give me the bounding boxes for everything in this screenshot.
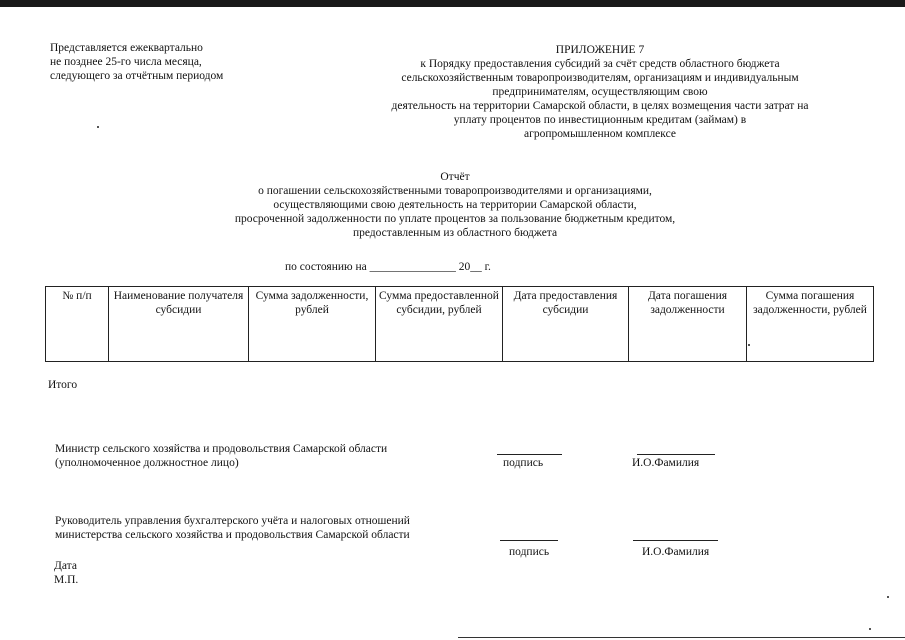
col-header-subsidy-amount: Сумма предоставленной субсидии, рублей xyxy=(376,287,503,362)
name-caption: И.О.Фамилия xyxy=(642,546,710,558)
signature-caption: подпись xyxy=(509,546,550,558)
appendix-line: сельскохозяйственным товаропроизводителям, организациям и индивидуальным xyxy=(401,72,799,84)
appendix-line: деятельность на территории Самарской области, в целях возмещения части затрат на xyxy=(391,100,809,112)
appendix-line: к Порядку предоставления субсидий за счёт средств областного бюджета xyxy=(420,58,780,70)
submission-note-line: следующего за отчётным периодом xyxy=(50,70,224,82)
scan-top-border xyxy=(0,0,905,7)
col-header-debt-amount: Сумма задолженности, рублей xyxy=(249,287,376,362)
report-title xyxy=(150,170,760,240)
name-caption: И.О.Фамилия xyxy=(632,457,700,469)
submission-note xyxy=(50,41,310,83)
col-header-repayment-date: Дата погашения задолженности xyxy=(629,287,747,362)
scan-bottom-edge xyxy=(458,637,905,638)
col-header-subsidy-date: Дата предоставления субсидии xyxy=(503,287,629,362)
stamp-label: М.П. xyxy=(54,574,79,586)
submission-note-line: Представляется ежеквартально xyxy=(50,42,203,54)
report-title-line: просроченной задолженности по уплате процентов за пользование бюджетным кредитом, xyxy=(234,213,676,225)
col-header-number: № п/п xyxy=(46,287,109,362)
scan-speck xyxy=(748,344,750,346)
signature-blank xyxy=(497,454,562,455)
scan-speck xyxy=(869,628,871,630)
name-blank xyxy=(637,454,715,455)
signature-blank xyxy=(500,540,558,541)
as-of-date-line: по состоянию на _______________ 20__ г. xyxy=(285,261,491,273)
report-title-heading: Отчёт xyxy=(440,171,470,183)
signatory-title-line: Руководитель управления бухгалтерского учёта и налоговых отношений xyxy=(55,515,410,527)
table-header-row xyxy=(46,287,874,362)
appendix-title: ПРИЛОЖЕНИЕ 7 xyxy=(555,44,645,56)
appendix-line: уплату процентов по инвестиционным кредитам (займам) в xyxy=(453,114,747,126)
appendix-line: агропромышленном комплексе xyxy=(524,128,676,140)
signatory-accounting-head xyxy=(55,514,485,542)
col-header-recipient: Наименование получателя субсидии xyxy=(109,287,249,362)
signature-caption: подпись xyxy=(503,457,544,469)
scan-speck xyxy=(887,596,889,598)
name-blank xyxy=(633,540,718,541)
date-label: Дата xyxy=(54,560,77,572)
appendix-line: предпринимателям, осуществляющим свою xyxy=(492,86,708,98)
signatory-minister xyxy=(55,442,485,470)
appendix-header xyxy=(340,43,860,141)
scan-speck xyxy=(97,126,99,128)
signatory-title-line: (уполномоченное должностное лицо) xyxy=(55,457,239,469)
report-table xyxy=(45,286,874,362)
report-title-line: о погашении сельскохозяйственными товаропроизводителями и организациями, xyxy=(258,185,652,197)
col-header-repayment-amount: Сумма погашения задолженности, рублей xyxy=(747,287,874,362)
signatory-title-line: министерства сельского хозяйства и продовольствия Самарской области xyxy=(55,529,410,541)
report-title-line: предоставленным из областного бюджета xyxy=(352,227,558,239)
signatory-title-line: Министр сельского хозяйства и продовольствия Самарской области xyxy=(55,443,388,455)
submission-note-line: не позднее 25-го числа месяца, xyxy=(50,56,202,68)
total-label: Итого xyxy=(48,379,78,391)
report-title-line: осуществляющими свою деятельность на территории Самарской области, xyxy=(273,199,637,211)
